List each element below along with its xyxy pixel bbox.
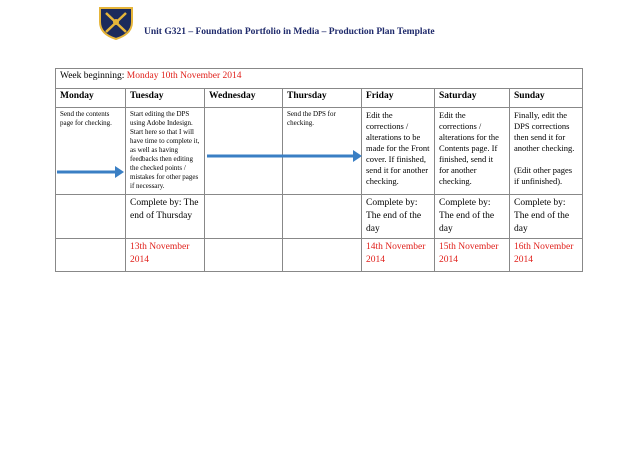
task-thursday: Send the DPS for checking. xyxy=(283,108,362,195)
task-wednesday xyxy=(205,108,283,195)
complete-by-wednesday xyxy=(205,195,283,239)
day-header-thursday: Thursday xyxy=(283,89,362,108)
task-tuesday: Start editing the DPS using Adobe Indesign. Start here so that I will have time to complete it, as well as having feedbacks then editing the checked points / mistakes for other pages if necessary. xyxy=(126,108,205,195)
date-sunday: 16th November 2014 xyxy=(510,239,583,272)
day-header-row xyxy=(56,89,583,108)
task-monday: Send the contents page for checking. xyxy=(56,108,126,195)
day-header-tuesday: Tuesday xyxy=(126,89,205,108)
date-monday xyxy=(56,239,126,272)
date-row xyxy=(56,239,583,272)
day-header-friday: Friday xyxy=(362,89,435,108)
tasks-row xyxy=(56,108,583,195)
day-header-wednesday: Wednesday xyxy=(205,89,283,108)
date-saturday: 15th November 2014 xyxy=(435,239,510,272)
week-label: Week beginning: xyxy=(60,71,125,81)
complete-by-monday xyxy=(56,195,126,239)
task-sunday xyxy=(510,108,583,195)
task-saturday: Edit the corrections / alterations for the Contents page. If finished, send it for another checking. xyxy=(435,108,510,195)
day-header-sunday: Sunday xyxy=(510,89,583,108)
week-beginning-cell xyxy=(56,69,583,89)
week-row xyxy=(56,69,583,89)
document-title: Unit G321 – Foundation Portfolio in Media – Production Plan Template xyxy=(144,27,435,37)
complete-by-tuesday: Complete by: The end of Thursday xyxy=(126,195,205,239)
date-tuesday: 13th November 2014 xyxy=(126,239,205,272)
task-sunday-main: Finally, edit the DPS corrections then send it for another checking. xyxy=(514,110,575,153)
school-crest-icon xyxy=(98,6,134,40)
complete-by-thursday xyxy=(283,195,362,239)
day-header-monday: Monday xyxy=(56,89,126,108)
production-plan-table xyxy=(55,68,583,272)
complete-by-row xyxy=(56,195,583,239)
complete-by-saturday: Complete by: The end of the day xyxy=(435,195,510,239)
day-header-saturday: Saturday xyxy=(435,89,510,108)
week-value: Monday 10th November 2014 xyxy=(126,71,242,81)
date-wednesday xyxy=(205,239,283,272)
complete-by-sunday: Complete by: The end of the day xyxy=(510,195,583,239)
task-friday: Edit the corrections / alterations to be made for the Front cover. If finished, send it for another checking. xyxy=(362,108,435,195)
date-thursday xyxy=(283,239,362,272)
task-sunday-note: (Edit other pages if unfinished). xyxy=(514,165,573,186)
complete-by-friday: Complete by: The end of the day xyxy=(362,195,435,239)
date-friday: 14th November 2014 xyxy=(362,239,435,272)
